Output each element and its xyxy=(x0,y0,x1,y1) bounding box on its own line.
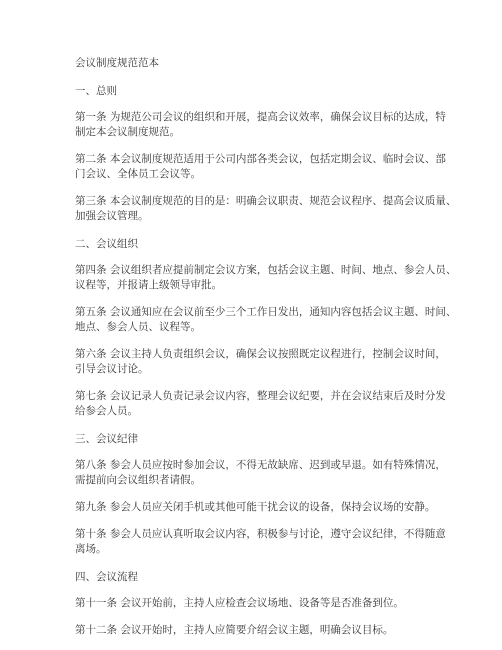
article-paragraph xyxy=(75,527,446,557)
paragraph-line: 第一条 为规范公司会议的组织和开展，提高会议效率，确保会议目标的达成，特 xyxy=(75,111,446,123)
paragraph-line: 引导会议讨论。 xyxy=(75,363,149,375)
section-heading: 一、总则 xyxy=(75,85,117,97)
article-paragraph xyxy=(75,623,435,638)
paragraph-line: 第五条 会议通知应在会议前至少三个工作日发出，通知内容包括会议主题、时间、 xyxy=(75,306,457,318)
article-paragraph xyxy=(75,152,446,182)
document-title: 会议制度规范范本 xyxy=(75,57,159,69)
article-paragraph xyxy=(75,110,446,140)
paragraph-line: 第十条 参会人员应认真听取会议内容，积极参与讨论，遵守会议纪律，不得随意 xyxy=(75,528,446,540)
article-paragraph xyxy=(75,389,446,419)
section-heading: 二、会议组织 xyxy=(75,238,138,250)
paragraph-line: 第十一条 会议开始前，主持人应检查会议场地、设备等是否准备到位。 xyxy=(75,597,404,609)
paragraph-line: 第十二条 会议开始时，主持人应简要介绍会议主题，明确会议目标。 xyxy=(75,624,394,636)
article-paragraph xyxy=(75,305,457,335)
paragraph-line: 需提前向会议组织者请假。 xyxy=(75,474,201,486)
article-paragraph xyxy=(75,596,435,611)
paragraph-line: 第六条 会议主持人负责组织会议，确保会议按照既定议程进行，控制会议时间， xyxy=(75,348,446,360)
article-paragraph xyxy=(75,194,457,224)
document-body xyxy=(75,55,457,650)
paragraph-line: 第三条 本会议制度规范的目的是：明确会议职责、规范会议程序、提高会议质量、 xyxy=(75,195,457,207)
section-heading: 三、会议纪律 xyxy=(75,433,138,445)
paragraph-line: 议程等，并报请上级领导审批。 xyxy=(75,279,222,291)
paragraph-line: 门会议、全体员工会议等。 xyxy=(75,168,201,180)
paragraph-line: 地点、参会人员、议程等。 xyxy=(75,321,201,333)
paragraph-line: 离场。 xyxy=(75,543,107,555)
article-paragraph xyxy=(75,458,446,488)
paragraph-line: 加强会议管理。 xyxy=(75,210,149,222)
article-paragraph xyxy=(75,263,457,293)
paragraph-line: 第四条 会议组织者应提前制定会议方案，包括会议主题、时间、地点、参会人员、 xyxy=(75,264,457,276)
section-heading: 四、会议流程 xyxy=(75,571,138,583)
paragraph-line: 制定本会议制度规范。 xyxy=(75,126,180,138)
paragraph-line: 给参会人员。 xyxy=(75,405,138,417)
article-paragraph xyxy=(75,500,435,515)
paragraph-line: 第九条 参会人员应关闭手机或其他可能干扰会议的设备，保持会议场的安静。 xyxy=(75,501,436,513)
paragraph-line: 第七条 会议记录人负责记录会议内容，整理会议纪要，并在会议结束后及时分发 xyxy=(75,390,446,402)
article-paragraph xyxy=(75,347,446,377)
document-sections xyxy=(75,83,457,638)
paragraph-line: 第八条 参会人员应按时参加会议，不得无故缺席、迟到或早退。如有特殊情况， xyxy=(75,459,446,471)
paragraph-line: 第二条 本会议制度规范适用于公司内部各类会议，包括定期会议、临时会议、部 xyxy=(75,153,446,165)
